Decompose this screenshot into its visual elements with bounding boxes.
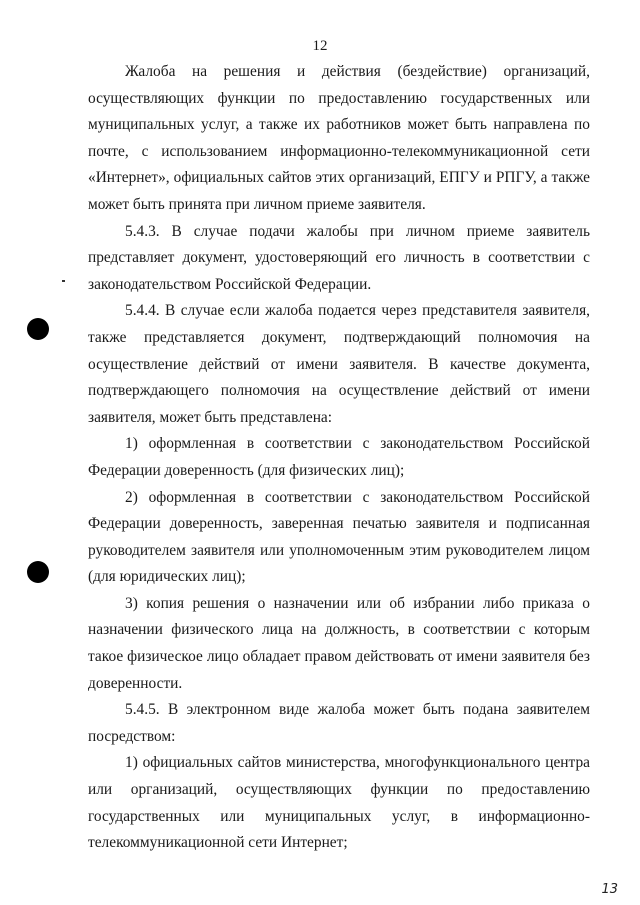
list-item-3-appointment-decision-copy: 3) копия решения о назначении или об избрании либо приказа о назначении физического лица на должность, в соответствии с которым такое физическое лицо обладает правом действовать от имени заявителя без доверенности. [88,594,590,692]
handwritten-sheet-number: 13 [601,882,618,897]
paragraph-5-4-4: 5.4.4. В случае если жалоба подается через представителя заявителя, также представляется документ, подтверждающий полномочия на осуществление действий от имени заявителя. В качестве документа, подтверждающего полномочия на осуществление действий от имени заявителя, может быть представлена: [88,302,590,426]
paragraph-complaint-channels: Жалоба на решения и действия (бездействие) организаций, осуществляющих функции по предоставлению государственных или муниципальных услуг, а также их работников может быть направлена по почте, с использованием информационно-телекоммуникационной сети «Интернет», официальных сайтов этих организаций, ЕПГУ и РПГУ, а также может быть принята при личном приеме заявителя. [88,63,590,213]
paragraph-5-4-3: 5.4.3. В случае подачи жалобы при личном приеме заявитель представляет документ, удостоверяющий его личность в соответствии с законодательством Российской Федерации. [88,222,590,293]
document-body [88,59,590,857]
punch-hole-top [27,318,49,340]
punch-hole-bottom [27,561,49,583]
stray-ink-mark [62,280,65,282]
page-number: 12 [312,38,328,54]
paragraph-5-4-5: 5.4.5. В электронном виде жалоба может быть подана заявителем посредством: [88,701,590,745]
list-item-1-power-of-attorney-individuals: 1) оформленная в соответствии с законодательством Российской Федерации доверенность (для физических лиц); [88,435,590,479]
list-item-1-official-websites: 1) официальных сайтов министерства, многофункционального центра или организаций, осуществляющих функции по предоставлению государственных или муниципальных услуг, в информационно-телекоммуникационной сети Интернет; [88,754,590,852]
list-item-2-power-of-attorney-legal-entities: 2) оформленная в соответствии с законодательством Российской Федерации доверенность, заверенная печатью заявителя и подписанная руководителем заявителя или уполномоченным этим руководителем лицом (для юридических лиц); [88,488,590,586]
